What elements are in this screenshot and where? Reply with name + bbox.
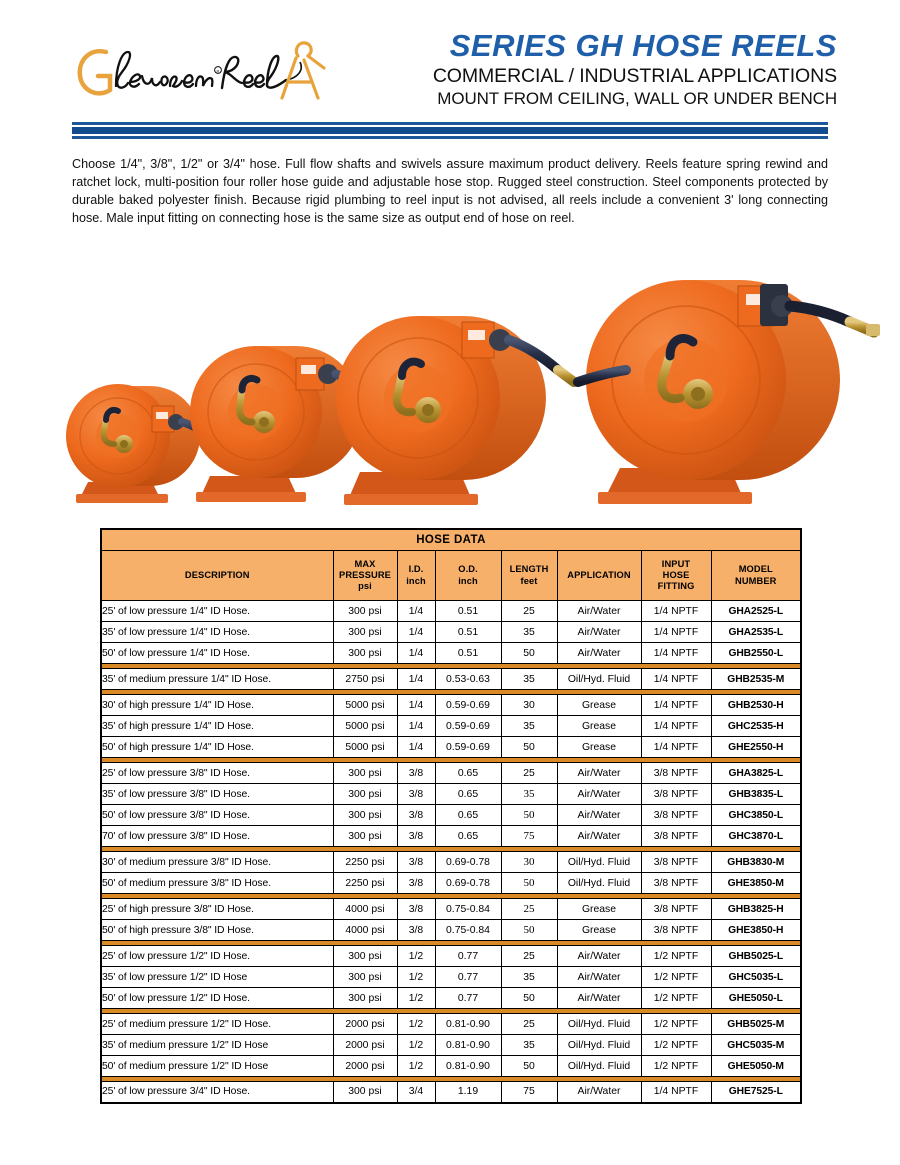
header-titles — [402, 30, 845, 110]
cell-model-number: GHA2535-L — [711, 622, 801, 643]
cell-max-pressure: 2250 psi — [333, 852, 397, 873]
col-header-model — [711, 551, 801, 601]
col-header-max-pressure-line2: PRESSURE — [339, 569, 391, 580]
cell-max-pressure: 4000 psi — [333, 899, 397, 920]
cell-max-pressure: 300 psi — [333, 763, 397, 784]
cell-id: 1/2 — [397, 1035, 435, 1056]
cell-id: 1/4 — [397, 643, 435, 664]
cell-application: Oil/Hyd. Fluid — [557, 873, 641, 894]
intro-paragraph: Choose 1/4", 3/8", 1/2" or 3/4" hose. Full flow shafts and swivels assure maximum product delivery. Reels feature spring rewind and ratchet lock, multi-position four roller hose guide and adjustable hose stop. Rugged steel construction. Steel components protected by durable baked polyester finish. Because rigid plumbing to reel input is not advised, all reels include a convenient 3' long connecting hose. Male input fitting on connecting hose is the same size as output end of hose on reel. — [72, 156, 828, 226]
cell-id: 1/2 — [397, 946, 435, 967]
cell-model-number: GHC5035-L — [711, 967, 801, 988]
cell-max-pressure: 300 psi — [333, 946, 397, 967]
cell-length: 25 — [501, 763, 557, 784]
cell-length: 50 — [501, 737, 557, 758]
cell-description: 25' of low pressure 1/4" ID Hose. — [101, 601, 333, 622]
cell-description: 35' of medium pressure 1/2" ID Hose — [101, 1035, 333, 1056]
cell-length: 35 — [501, 669, 557, 690]
cell-description: 25' of low pressure 1/2" ID Hose. — [101, 946, 333, 967]
product-photo — [0, 236, 900, 516]
cell-id: 3/8 — [397, 784, 435, 805]
cell-od: 0.51 — [435, 601, 501, 622]
col-header-max-pressure — [333, 551, 397, 601]
cell-input-fitting: 3/8 NPTF — [641, 852, 711, 873]
cell-application: Air/Water — [557, 1082, 641, 1103]
cell-max-pressure: 300 psi — [333, 826, 397, 847]
cell-description: 35' of low pressure 1/2" ID Hose — [101, 967, 333, 988]
cell-length: 50 — [501, 643, 557, 664]
header-divider-rules — [72, 122, 828, 139]
page-header — [0, 0, 900, 110]
cell-model-number: GHB3825-H — [711, 899, 801, 920]
cell-id: 1/2 — [397, 967, 435, 988]
cell-input-fitting: 3/8 NPTF — [641, 784, 711, 805]
cell-id: 3/8 — [397, 920, 435, 941]
table-row — [101, 1014, 801, 1035]
divider-rule-middle — [72, 127, 828, 134]
hose-reels-illustration — [0, 236, 900, 516]
table-row — [101, 1082, 801, 1103]
cell-application: Grease — [557, 737, 641, 758]
cell-max-pressure: 300 psi — [333, 1082, 397, 1103]
table-row — [101, 873, 801, 894]
cell-length: 35 — [501, 784, 557, 805]
cell-model-number: GHB2535-M — [711, 669, 801, 690]
col-header-input-fitting — [641, 551, 711, 601]
table-row — [101, 763, 801, 784]
cell-input-fitting: 1/4 NPTF — [641, 716, 711, 737]
cell-od: 0.65 — [435, 763, 501, 784]
cell-input-fitting: 1/2 NPTF — [641, 967, 711, 988]
table-row — [101, 622, 801, 643]
cell-application: Grease — [557, 920, 641, 941]
col-header-id — [397, 551, 435, 601]
cell-id: 3/8 — [397, 805, 435, 826]
cell-od: 0.75-0.84 — [435, 920, 501, 941]
cell-od: 0.59-0.69 — [435, 737, 501, 758]
cell-length: 30 — [501, 695, 557, 716]
cell-id: 1/2 — [397, 1014, 435, 1035]
cell-application: Air/Water — [557, 826, 641, 847]
col-header-model-line1: MODEL — [738, 564, 773, 575]
cell-length: 50 — [501, 1056, 557, 1077]
cell-input-fitting: 1/4 NPTF — [641, 601, 711, 622]
cell-model-number: GHE5050-M — [711, 1056, 801, 1077]
cell-model-number: GHC2535-H — [711, 716, 801, 737]
cell-input-fitting: 1/4 NPTF — [641, 622, 711, 643]
cell-description: 30' of medium pressure 3/8" ID Hose. — [101, 852, 333, 873]
cell-od: 0.75-0.84 — [435, 899, 501, 920]
cell-model-number: GHE3850-H — [711, 920, 801, 941]
col-header-od-line2: inch — [458, 575, 478, 586]
cell-model-number: GHE5050-L — [711, 988, 801, 1009]
cell-input-fitting: 1/2 NPTF — [641, 946, 711, 967]
cell-od: 0.59-0.69 — [435, 716, 501, 737]
gleason-reel-logo-icon — [72, 36, 332, 108]
cell-input-fitting: 3/8 NPTF — [641, 826, 711, 847]
cell-application: Grease — [557, 899, 641, 920]
cell-od: 0.81-0.90 — [435, 1014, 501, 1035]
cell-description: 50' of low pressure 3/8" ID Hose. — [101, 805, 333, 826]
cell-model-number: GHE7525-L — [711, 1082, 801, 1103]
cell-description: 50' of high pressure 3/8" ID Hose. — [101, 920, 333, 941]
cell-description: 35' of medium pressure 1/4" ID Hose. — [101, 669, 333, 690]
col-header-model-line2: NUMBER — [735, 575, 777, 586]
col-header-od — [435, 551, 501, 601]
col-header-length — [501, 551, 557, 601]
cell-id: 3/8 — [397, 826, 435, 847]
cell-description: 30' of high pressure 1/4" ID Hose. — [101, 695, 333, 716]
cell-application: Oil/Hyd. Fluid — [557, 669, 641, 690]
cell-max-pressure: 300 psi — [333, 967, 397, 988]
cell-description: 50' of low pressure 1/4" ID Hose. — [101, 643, 333, 664]
cell-model-number: GHB2550-L — [711, 643, 801, 664]
header-subtitle-mounting: MOUNT FROM CEILING, WALL OR UNDER BENCH — [437, 89, 837, 109]
col-header-id-line1: I.D. — [408, 564, 424, 575]
cell-length: 35 — [501, 967, 557, 988]
cell-length: 30 — [501, 852, 557, 873]
hose-reel-large — [336, 316, 574, 505]
cell-length: 25 — [501, 899, 557, 920]
cell-od: 0.69-0.78 — [435, 852, 501, 873]
cell-max-pressure: 300 psi — [333, 805, 397, 826]
divider-rule-bottom — [72, 136, 828, 139]
cell-description: 25' of medium pressure 1/2" ID Hose. — [101, 1014, 333, 1035]
cell-od: 0.51 — [435, 622, 501, 643]
table-row — [101, 899, 801, 920]
cell-id: 1/4 — [397, 695, 435, 716]
cell-length: 25 — [501, 601, 557, 622]
cell-description: 25' of low pressure 3/4" ID Hose. — [101, 1082, 333, 1103]
table-row — [101, 601, 801, 622]
cell-model-number: GHE3850-M — [711, 873, 801, 894]
cell-application: Grease — [557, 695, 641, 716]
table-row — [101, 737, 801, 758]
table-row — [101, 946, 801, 967]
table-row — [101, 643, 801, 664]
cell-model-number: GHA2525-L — [711, 601, 801, 622]
cell-model-number: GHC3870-L — [711, 826, 801, 847]
table-header-row — [101, 551, 801, 601]
cell-length: 25 — [501, 1014, 557, 1035]
cell-application: Air/Water — [557, 805, 641, 826]
cell-application: Grease — [557, 716, 641, 737]
cell-length: 75 — [501, 1082, 557, 1103]
cell-model-number: GHB2530-H — [711, 695, 801, 716]
cell-od: 0.81-0.90 — [435, 1056, 501, 1077]
col-header-application — [557, 551, 641, 601]
table-row — [101, 1056, 801, 1077]
cell-max-pressure: 300 psi — [333, 601, 397, 622]
cell-max-pressure: 4000 psi — [333, 920, 397, 941]
col-header-length-line2: feet — [520, 575, 538, 586]
table-row — [101, 852, 801, 873]
table-title-row — [101, 529, 801, 551]
cell-max-pressure: 5000 psi — [333, 716, 397, 737]
cell-description: 50' of medium pressure 1/2" ID Hose — [101, 1056, 333, 1077]
cell-input-fitting: 1/2 NPTF — [641, 1035, 711, 1056]
cell-application: Air/Water — [557, 967, 641, 988]
cell-application: Air/Water — [557, 946, 641, 967]
cell-max-pressure: 300 psi — [333, 988, 397, 1009]
col-header-od-line1: O.D. — [458, 564, 478, 575]
cell-od: 0.65 — [435, 784, 501, 805]
cell-id: 1/4 — [397, 669, 435, 690]
cell-model-number: GHB5025-M — [711, 1014, 801, 1035]
cell-input-fitting: 3/8 NPTF — [641, 899, 711, 920]
cell-input-fitting: 3/8 NPTF — [641, 873, 711, 894]
cell-max-pressure: 300 psi — [333, 622, 397, 643]
cell-id: 1/4 — [397, 737, 435, 758]
table-head — [101, 529, 801, 601]
cell-max-pressure: 5000 psi — [333, 737, 397, 758]
cell-input-fitting: 1/4 NPTF — [641, 669, 711, 690]
cell-model-number: GHB3830-M — [711, 852, 801, 873]
cell-description: 50' of low pressure 1/2" ID Hose. — [101, 988, 333, 1009]
cell-model-number: GHC5035-M — [711, 1035, 801, 1056]
hose-data-table — [100, 528, 802, 1104]
cell-application: Oil/Hyd. Fluid — [557, 1014, 641, 1035]
col-header-input-fitting-line1: INPUT — [661, 558, 691, 569]
cell-input-fitting: 3/8 NPTF — [641, 805, 711, 826]
cell-od: 0.77 — [435, 946, 501, 967]
table-row — [101, 1035, 801, 1056]
cell-application: Air/Water — [557, 784, 641, 805]
cell-length: 50 — [501, 805, 557, 826]
cell-id: 3/8 — [397, 852, 435, 873]
col-header-input-fitting-line3: FITTING — [657, 581, 695, 592]
cell-description: 70' of low pressure 3/8" ID Hose. — [101, 826, 333, 847]
cell-id: 1/4 — [397, 716, 435, 737]
cell-description: 50' of high pressure 1/4" ID Hose. — [101, 737, 333, 758]
cell-length: 35 — [501, 716, 557, 737]
cell-application: Air/Water — [557, 763, 641, 784]
cell-od: 0.59-0.69 — [435, 695, 501, 716]
cell-od: 0.65 — [435, 805, 501, 826]
table-row — [101, 805, 801, 826]
cell-input-fitting: 1/4 NPTF — [641, 695, 711, 716]
col-header-input-fitting-line2: HOSE — [662, 569, 690, 580]
cell-input-fitting: 1/4 NPTF — [641, 737, 711, 758]
cell-od: 0.77 — [435, 967, 501, 988]
table-row — [101, 988, 801, 1009]
table-row — [101, 669, 801, 690]
cell-od: 0.81-0.90 — [435, 1035, 501, 1056]
col-header-max-pressure-line3: psi — [358, 581, 372, 592]
cell-id: 1/4 — [397, 601, 435, 622]
cell-id: 3/8 — [397, 763, 435, 784]
cell-max-pressure: 2000 psi — [333, 1056, 397, 1077]
cell-description: 35' of low pressure 3/8" ID Hose. — [101, 784, 333, 805]
cell-id: 1/4 — [397, 622, 435, 643]
cell-max-pressure: 2000 psi — [333, 1035, 397, 1056]
cell-max-pressure: 5000 psi — [333, 695, 397, 716]
cell-max-pressure: 2000 psi — [333, 1014, 397, 1035]
cell-max-pressure: 300 psi — [333, 784, 397, 805]
table-row — [101, 967, 801, 988]
cell-model-number: GHA3825-L — [711, 763, 801, 784]
cell-max-pressure: 300 psi — [333, 643, 397, 664]
cell-description: 35' of high pressure 1/4" ID Hose. — [101, 716, 333, 737]
col-header-length-line1: LENGTH — [509, 564, 549, 575]
cell-length: 50 — [501, 988, 557, 1009]
cell-input-fitting: 1/2 NPTF — [641, 1056, 711, 1077]
cell-od: 0.69-0.78 — [435, 873, 501, 894]
cell-input-fitting: 3/8 NPTF — [641, 763, 711, 784]
cell-id: 3/8 — [397, 873, 435, 894]
cell-length: 50 — [501, 920, 557, 941]
cell-description: 35' of low pressure 1/4" ID Hose. — [101, 622, 333, 643]
table-row — [101, 784, 801, 805]
cell-input-fitting: 1/4 NPTF — [641, 1082, 711, 1103]
cell-length: 50 — [501, 873, 557, 894]
cell-input-fitting: 3/8 NPTF — [641, 920, 711, 941]
cell-od: 0.53-0.63 — [435, 669, 501, 690]
cell-length: 25 — [501, 946, 557, 967]
col-header-application-line1: APPLICATION — [567, 569, 631, 580]
cell-id: 3/8 — [397, 899, 435, 920]
cell-application: Air/Water — [557, 988, 641, 1009]
cell-length: 75 — [501, 826, 557, 847]
header-subtitle-applications: COMMERCIAL / INDUSTRIAL APPLICATIONS — [432, 64, 837, 87]
cell-description: 25' of low pressure 3/8" ID Hose. — [101, 763, 333, 784]
table-row — [101, 695, 801, 716]
cell-length: 35 — [501, 1035, 557, 1056]
cell-model-number: GHE2550-H — [711, 737, 801, 758]
cell-input-fitting: 1/2 NPTF — [641, 1014, 711, 1035]
cell-max-pressure: 2250 psi — [333, 873, 397, 894]
cell-length: 35 — [501, 622, 557, 643]
cell-application: Air/Water — [557, 643, 641, 664]
table-row — [101, 920, 801, 941]
cell-application: Air/Water — [557, 601, 641, 622]
table-body — [101, 601, 801, 1103]
cell-od: 1.19 — [435, 1082, 501, 1103]
table-row — [101, 716, 801, 737]
cell-model-number: GHB3835-L — [711, 784, 801, 805]
cell-model-number: GHC3850-L — [711, 805, 801, 826]
cell-model-number: GHB5025-L — [711, 946, 801, 967]
svg-text:R: R — [216, 68, 220, 74]
cell-od: 0.77 — [435, 988, 501, 1009]
cell-input-fitting: 1/4 NPTF — [641, 643, 711, 664]
cell-max-pressure: 2750 psi — [333, 669, 397, 690]
col-header-description-line1: DESCRIPTION — [184, 569, 250, 580]
table-title: HOSE DATA — [101, 529, 801, 551]
hose-data-table-wrapper — [100, 528, 800, 1104]
page-title: SERIES GH HOSE REELS — [449, 28, 837, 63]
col-header-id-line2: inch — [406, 575, 426, 586]
cell-id: 1/2 — [397, 1056, 435, 1077]
cell-id: 3/4 — [397, 1082, 435, 1103]
cell-input-fitting: 1/2 NPTF — [641, 988, 711, 1009]
cell-description: 25' of high pressure 3/8" ID Hose. — [101, 899, 333, 920]
cell-application: Air/Water — [557, 622, 641, 643]
cell-id: 1/2 — [397, 988, 435, 1009]
cell-od: 0.65 — [435, 826, 501, 847]
table-row — [101, 826, 801, 847]
cell-application: Oil/Hyd. Fluid — [557, 1056, 641, 1077]
col-header-description — [101, 551, 333, 601]
cell-application: Oil/Hyd. Fluid — [557, 852, 641, 873]
col-header-max-pressure-line1: MAX — [354, 558, 376, 569]
cell-application: Oil/Hyd. Fluid — [557, 1035, 641, 1056]
cell-od: 0.51 — [435, 643, 501, 664]
hose-reel-extra-large — [578, 280, 880, 504]
brand-logo — [72, 30, 402, 108]
cell-description: 50' of medium pressure 3/8" ID Hose. — [101, 873, 333, 894]
